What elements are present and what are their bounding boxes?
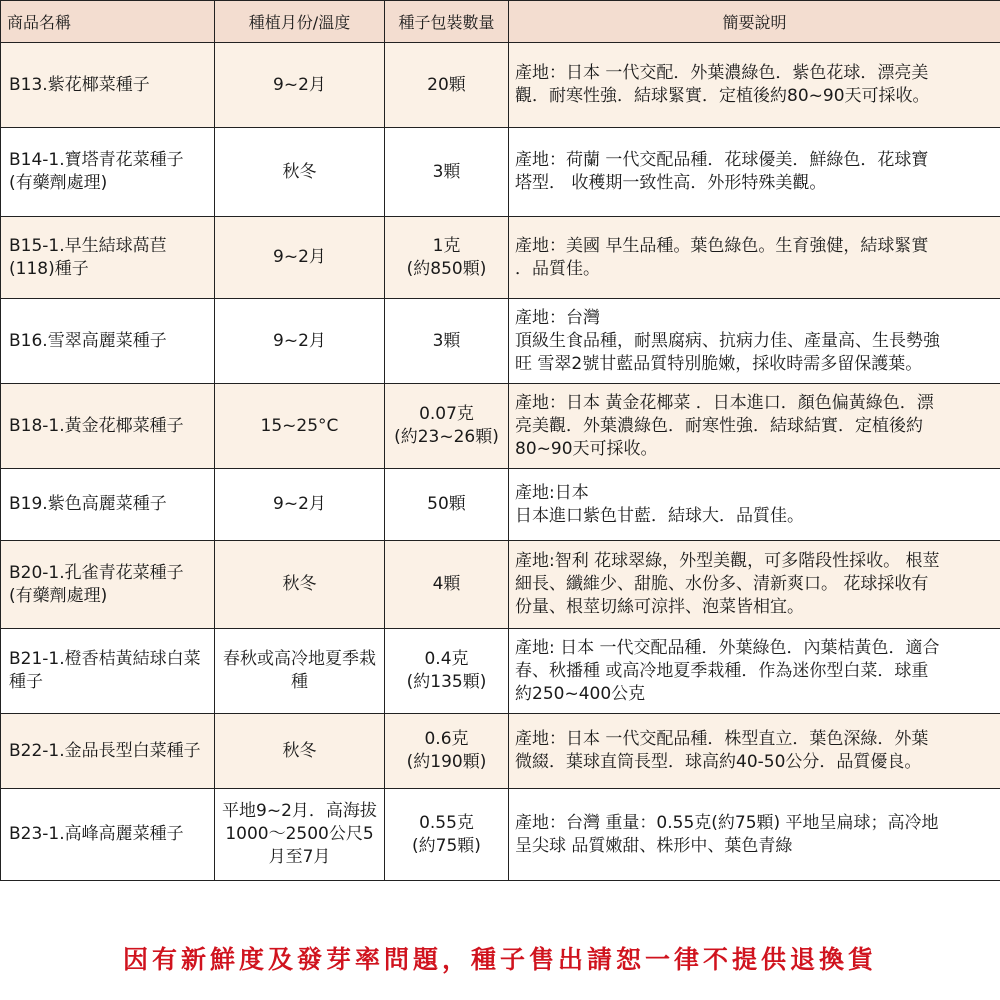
quantity-cell: 3顆 — [385, 299, 509, 384]
planting-time-cell: 平地9~2月．高海拔1000～2500公尺5月至7月 — [215, 789, 385, 881]
quantity-cell: 0.55克 (約75顆) — [385, 789, 509, 881]
header-product-name: 商品名稱 — [1, 1, 215, 43]
table-row — [1, 714, 1000, 789]
quantity-cell: 0.4克 (約135顆) — [385, 629, 509, 714]
product-name-cell: B19.紫色高麗菜種子 — [1, 469, 215, 541]
table-row — [1, 629, 1000, 714]
description-cell: 產地：荷蘭 一代交配品種．花球優美．鮮綠色．花球寶 塔型． 收穫期一致性高．外形特殊美觀。 — [509, 128, 1000, 217]
table-row — [1, 789, 1000, 881]
planting-time-cell: 9~2月 — [215, 299, 385, 384]
planting-time-cell: 秋冬 — [215, 541, 385, 629]
description-cell: 產地：台灣 重量：0.55克(約75顆) 平地呈扁球；高冷地 呈尖球 品質嫩甜、株形中、葉色青綠 — [509, 789, 1000, 881]
quantity-cell: 20顆 — [385, 43, 509, 128]
quantity-cell: 4顆 — [385, 541, 509, 629]
table-row — [1, 43, 1000, 128]
product-name-cell: B13.紫花椰菜種子 — [1, 43, 215, 128]
quantity-cell: 3顆 — [385, 128, 509, 217]
description-cell: 產地:智利 花球翠綠，外型美觀，可多階段性採收。 根莖 細長、纖維少、甜脆、水份多、清新爽口。 花球採收有 份量、根莖切絲可涼拌、泡菜皆相宜。 — [509, 541, 1000, 629]
product-name-cell: B15-1.早生結球萵苣(118)種子 — [1, 217, 215, 299]
planting-time-cell: 15~25°C — [215, 384, 385, 469]
description-cell: 產地：台灣 頂級生食品種，耐黑腐病、抗病力佳、產量高、生長勢強 旺 雪翠2號甘藍品質特別脆嫩，採收時需多留保護葉。 — [509, 299, 1000, 384]
table-row — [1, 469, 1000, 541]
no-return-notice: 因有新鮮度及發芽率問題，種子售出請恕一律不提供退換貨 — [122, 945, 877, 974]
header-row — [1, 1, 1000, 43]
quantity-cell: 0.07克 (約23~26顆) — [385, 384, 509, 469]
table-row — [1, 299, 1000, 384]
product-name-cell: B20-1.孔雀青花菜種子(有藥劑處理) — [1, 541, 215, 629]
planting-time-cell: 秋冬 — [215, 128, 385, 217]
product-name-cell: B16.雪翠高麗菜種子 — [1, 299, 215, 384]
quantity-cell: 50顆 — [385, 469, 509, 541]
quantity-cell: 0.6克 (約190顆) — [385, 714, 509, 789]
header-description: 簡要說明 — [509, 1, 1000, 43]
table-row — [1, 217, 1000, 299]
product-name-cell: B23-1.高峰高麗菜種子 — [1, 789, 215, 881]
product-name-cell: B21-1.橙香桔黃結球白菜種子 — [1, 629, 215, 714]
product-name-cell: B22-1.金品長型白菜種子 — [1, 714, 215, 789]
planting-time-cell: 春秋或高冷地夏季栽種 — [215, 629, 385, 714]
header-package-quantity: 種子包裝數量 — [385, 1, 509, 43]
planting-time-cell: 9~2月 — [215, 469, 385, 541]
description-cell: 產地：日本 一代交配品種．株型直立．葉色深綠．外葉 微綴．葉球直筒長型．球高約40-50公分．品質優良。 — [509, 714, 1000, 789]
description-cell: 產地：日本 黃金花椰菜 ．日本進口．顏色偏黃綠色．漂 亮美觀．外葉濃綠色．耐寒性強．結球結實．定植後約 80~90天可採收。 — [509, 384, 1000, 469]
description-cell: 產地: 日本 一代交配品種．外葉綠色．內葉桔黃色．適合 春、秋播種 或高冷地夏季栽種．作為迷你型白菜．球重 約250~400公克 — [509, 629, 1000, 714]
description-cell: 產地：日本 一代交配．外葉濃綠色．紫色花球．漂亮美 觀．耐寒性強．結球緊實．定植後約80~90天可採收。 — [509, 43, 1000, 128]
table-row — [1, 384, 1000, 469]
description-cell: 產地：美國 早生品種。葉色綠色。生育強健，結球緊實 ．品質佳。 — [509, 217, 1000, 299]
product-name-cell: B18-1.黃金花椰菜種子 — [1, 384, 215, 469]
product-name-cell: B14-1.寶塔青花菜種子(有藥劑處理) — [1, 128, 215, 217]
planting-time-cell: 9~2月 — [215, 217, 385, 299]
table-row — [1, 128, 1000, 217]
header-planting-time: 種植月份/溫度 — [215, 1, 385, 43]
table-row — [1, 541, 1000, 629]
planting-time-cell: 9~2月 — [215, 43, 385, 128]
description-cell: 產地:日本 日本進口紫色甘藍．結球大．品質佳。 — [509, 469, 1000, 541]
quantity-cell: 1克 (約850顆) — [385, 217, 509, 299]
planting-time-cell: 秋冬 — [215, 714, 385, 789]
